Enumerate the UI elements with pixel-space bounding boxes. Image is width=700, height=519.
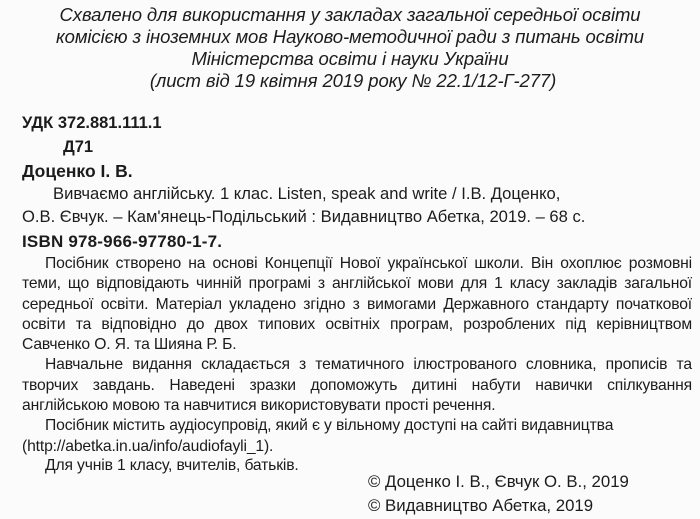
author-name: Доценко І. В. (22, 161, 133, 181)
abstract-paragraph-1: Посібник створено на основі Концепції Нової української школи. Він охоплює розмовні теми, що відповідають чинній програмі з англійської мови для 1 класу закладів загальної середньої освіти. Матеріал укладено згідно з вимогами Державного стандарту початкової освіти та відповідно до двох типових освітніх програм, розроблених під керівництвом Савченко О. Я. та Шияна Р. Б. (22, 255, 692, 354)
approval-notice (0, 4, 700, 92)
udk-code: УДК 372.881.111.1 (22, 114, 162, 132)
abstract (22, 254, 692, 457)
author-mark: Д71 (63, 138, 94, 156)
approval-line-1: Схвалено для використання у закладах загальної середньої освіти (59, 4, 641, 25)
copyright-block (368, 470, 629, 518)
copyright-publisher: © Видавництво Абетка, 2019 (368, 496, 594, 515)
approval-line-2: комісією з іноземних мов Науково-методичної ради з питань освіти (56, 26, 644, 47)
target-audience: Для учнів 1 класу, вчителів, батьків. (45, 457, 299, 474)
abstract-paragraph-2: Навчальне видання складається з тематичного ілюстрованого словника, прописів та творчих завдань. Наведені зразки допоможуть дитині набути навички спілкування англійською мовою та навчитися використовувати прості речення. (22, 356, 692, 415)
isbn: ISBN 978-966-97780-1-7. (22, 232, 223, 251)
biblio-line-2: О.В. Євчук. – Кам'янець-Подільський : Видавництво Абетка, 2019. – 68 с. (22, 207, 586, 226)
approval-line-4: (лист від 19 квітня 2019 року № 22.1/12-Г-277) (149, 70, 557, 91)
copyright-authors: © Доценко І. В., Євчук О. В., 2019 (368, 472, 629, 491)
approval-line-3: Міністерства освіти і науки України (191, 48, 509, 69)
bibliographic-description (22, 182, 691, 228)
biblio-line-1: Вивчаємо англійську. 1 клас. Listen, speak and write / І.В. Доценко, (53, 184, 561, 203)
abstract-paragraph-3: Посібник містить аудіосупровід, який є у вільному доступі на сайті видавництва (http://abetka.in.ua/info/audiofayli_1). (22, 417, 614, 455)
